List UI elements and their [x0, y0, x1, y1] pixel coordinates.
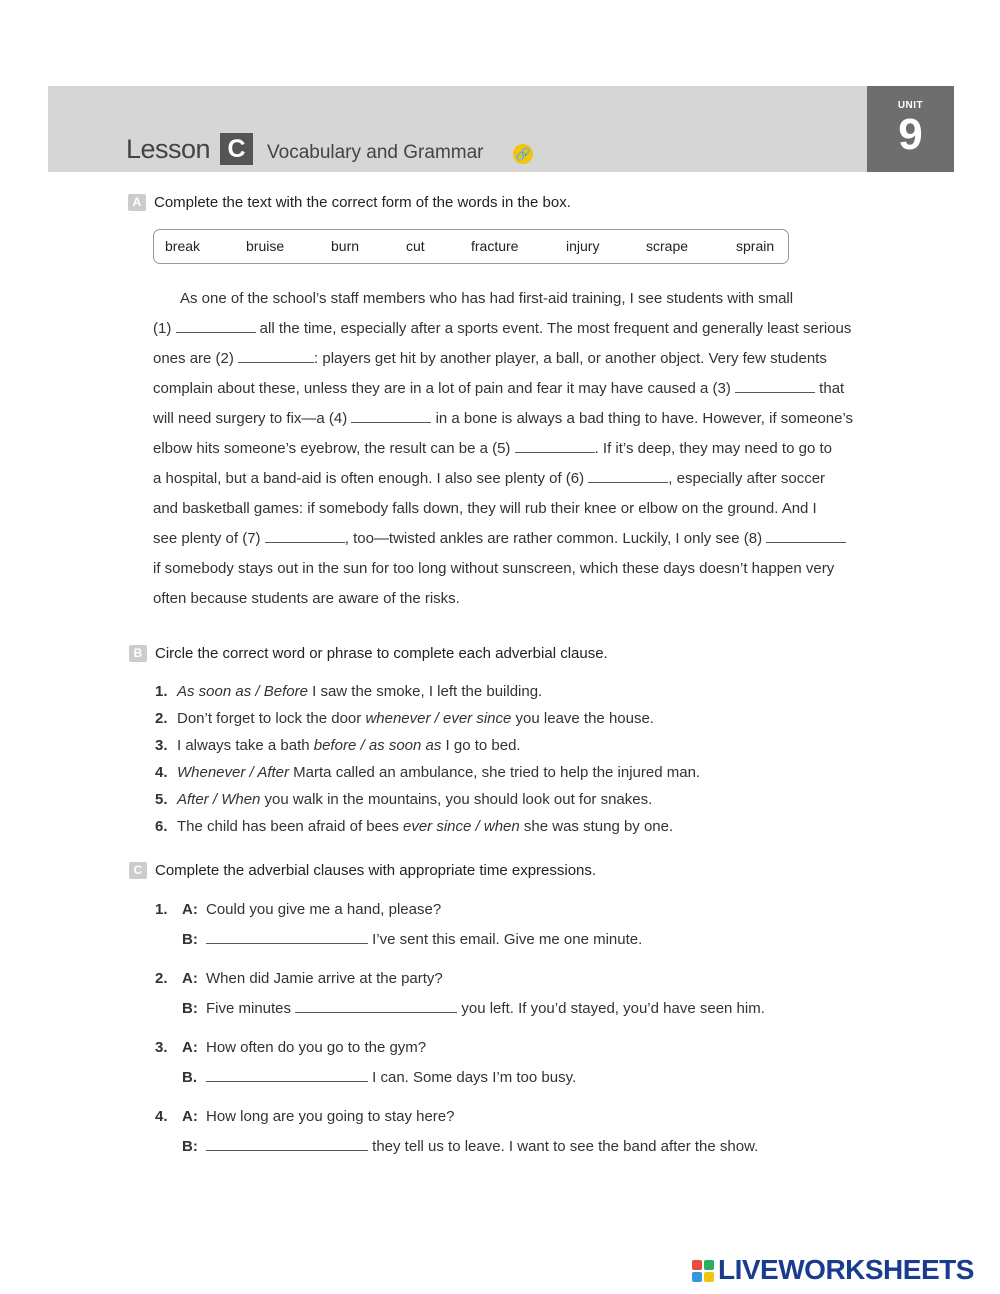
word-box-item: sprain: [736, 238, 775, 254]
unit-label: UNIT: [897, 100, 924, 111]
option-2[interactable]: ever since: [443, 710, 512, 727]
word-box-item: burn: [331, 238, 360, 254]
answer-blank-4[interactable]: [351, 410, 431, 423]
paragraph-line: if somebody stays out in the sun for too long without sunscreen, which these days doesn’t happen very: [153, 560, 835, 577]
lesson-word: Lesson: [126, 134, 211, 164]
exercise-c-number: 3.: [155, 1039, 168, 1056]
option-2[interactable]: When: [221, 791, 261, 808]
option-1[interactable]: before: [313, 737, 357, 754]
word-box-item: scrape: [646, 238, 689, 254]
exercise-b-item: 4. Whenever / After Marta called an ambulance, she tried to help the injured man.: [155, 764, 701, 781]
dialog-line-b: B. I can. Some days I’m too busy.: [182, 1069, 577, 1086]
paragraph-line: and basketball games: if somebody falls down, they will rub their knee or elbow on the ground. And I: [153, 500, 817, 517]
section-a-instruction: Complete the text with the correct form of the words in the box.: [154, 194, 571, 211]
word-box-item: cut: [406, 238, 425, 254]
unit-number: 9: [898, 110, 923, 159]
lesson-subtitle: Vocabulary and Grammar: [267, 142, 484, 163]
dialog-line-b: B: they tell us to leave. I want to see the band after the show.: [182, 1138, 759, 1155]
dialog-line-a: A: How long are you going to stay here?: [182, 1108, 455, 1125]
answer-blank-3[interactable]: [735, 380, 815, 393]
section-b-instruction: Circle the correct word or phrase to complete each adverbial clause.: [155, 645, 608, 662]
exercise-b-item: 1. As soon as / Before I saw the smoke, I left the building.: [155, 683, 543, 700]
paragraph-line: (1) all the time, especially after a sports event. The most frequent and generally least serious: [153, 320, 852, 337]
word-box-item: break: [165, 238, 201, 254]
option-1[interactable]: As soon as: [177, 683, 252, 700]
paragraph-line: will need surgery to fix—a (4) in a bone is always a bad thing to have. However, if someone’s: [153, 410, 854, 427]
exercise-b-item: 2. Don’t forget to lock the door whenever / ever since you leave the house.: [155, 710, 654, 727]
lesson-letter-badge: C: [220, 133, 253, 165]
section-c-badge: C: [129, 862, 147, 879]
dialog-line-a: A: Could you give me a hand, please?: [182, 901, 442, 918]
exercise-c-number: 1.: [155, 901, 168, 918]
option-1[interactable]: Whenever: [177, 764, 246, 781]
dialog-line-b: B: I’ve sent this email. Give me one minute.: [182, 931, 643, 948]
word-box-item: bruise: [246, 238, 285, 254]
paragraph-line: often because students are aware of the risks.: [153, 590, 460, 607]
answer-blank-c4[interactable]: [206, 1138, 368, 1151]
exercise-c-number: 4.: [155, 1108, 168, 1125]
answer-blank-c3[interactable]: [206, 1069, 368, 1082]
dialog-line-a: A: How often do you go to the gym?: [182, 1039, 427, 1056]
option-2[interactable]: when: [483, 818, 520, 835]
word-box-item: injury: [566, 238, 600, 254]
exercise-b-item: 6. The child has been afraid of bees ever since / when she was stung by one.: [155, 818, 674, 835]
section-c-instruction: Complete the adverbial clauses with appropriate time expressions.: [155, 862, 597, 879]
answer-blank-7[interactable]: [265, 530, 345, 543]
answer-blank-c2[interactable]: [295, 1000, 457, 1013]
option-2[interactable]: After: [257, 764, 290, 781]
answer-blank-5[interactable]: [515, 440, 595, 453]
exercise-b-item: 3. I always take a bath before / as soon as I go to bed.: [155, 737, 521, 754]
answer-blank-8[interactable]: [766, 530, 846, 543]
answer-blank-c1[interactable]: [206, 931, 368, 944]
answer-blank-6[interactable]: [588, 470, 668, 483]
unit-box: [867, 86, 954, 172]
paragraph-line: As one of the school’s staff members who has had first-aid training, I see students with small: [180, 290, 794, 307]
answer-blank-2[interactable]: [238, 350, 314, 363]
liveworksheets-logo[interactable]: LIVEWORKSHEETS: [718, 1254, 974, 1285]
section-a-badge: A: [128, 194, 146, 211]
option-1[interactable]: After: [177, 791, 209, 808]
paragraph-line: elbow hits someone’s eyebrow, the result can be a (5) . If it’s deep, they may need to go to: [153, 440, 832, 457]
paragraph-line: ones are (2) : players get hit by another player, a ball, or another object. Very few students: [153, 350, 827, 367]
option-2[interactable]: Before: [263, 683, 308, 700]
paragraph-line: a hospital, but a band-aid is often enough. I also see plenty of (6) , especially after soccer: [153, 470, 826, 487]
dialog-line-a: A: When did Jamie arrive at the party?: [182, 970, 443, 987]
option-1[interactable]: whenever: [365, 710, 431, 727]
liveworksheets-logo-icon: [692, 1260, 714, 1282]
exercise-c-number: 2.: [155, 970, 168, 987]
option-2[interactable]: as soon as: [368, 737, 442, 754]
paragraph-line: complain about these, unless they are in a lot of pain and fear it may have caused a (3) that: [153, 380, 845, 397]
exercise-b-item: 5. After / When you walk in the mountains, you should look out for snakes.: [155, 791, 653, 808]
answer-blank-1[interactable]: [176, 320, 256, 333]
dialog-line-b: B: Five minutes you left. If you’d stayed, you’d have seen him.: [182, 1000, 765, 1017]
word-box-item: fracture: [471, 238, 519, 254]
option-1[interactable]: ever since: [402, 818, 472, 835]
paragraph-line: see plenty of (7) , too—twisted ankles are rather common. Luckily, I only see (8): [153, 530, 846, 547]
section-b-badge: B: [129, 645, 147, 662]
link-icon[interactable]: 🔗: [513, 144, 533, 164]
